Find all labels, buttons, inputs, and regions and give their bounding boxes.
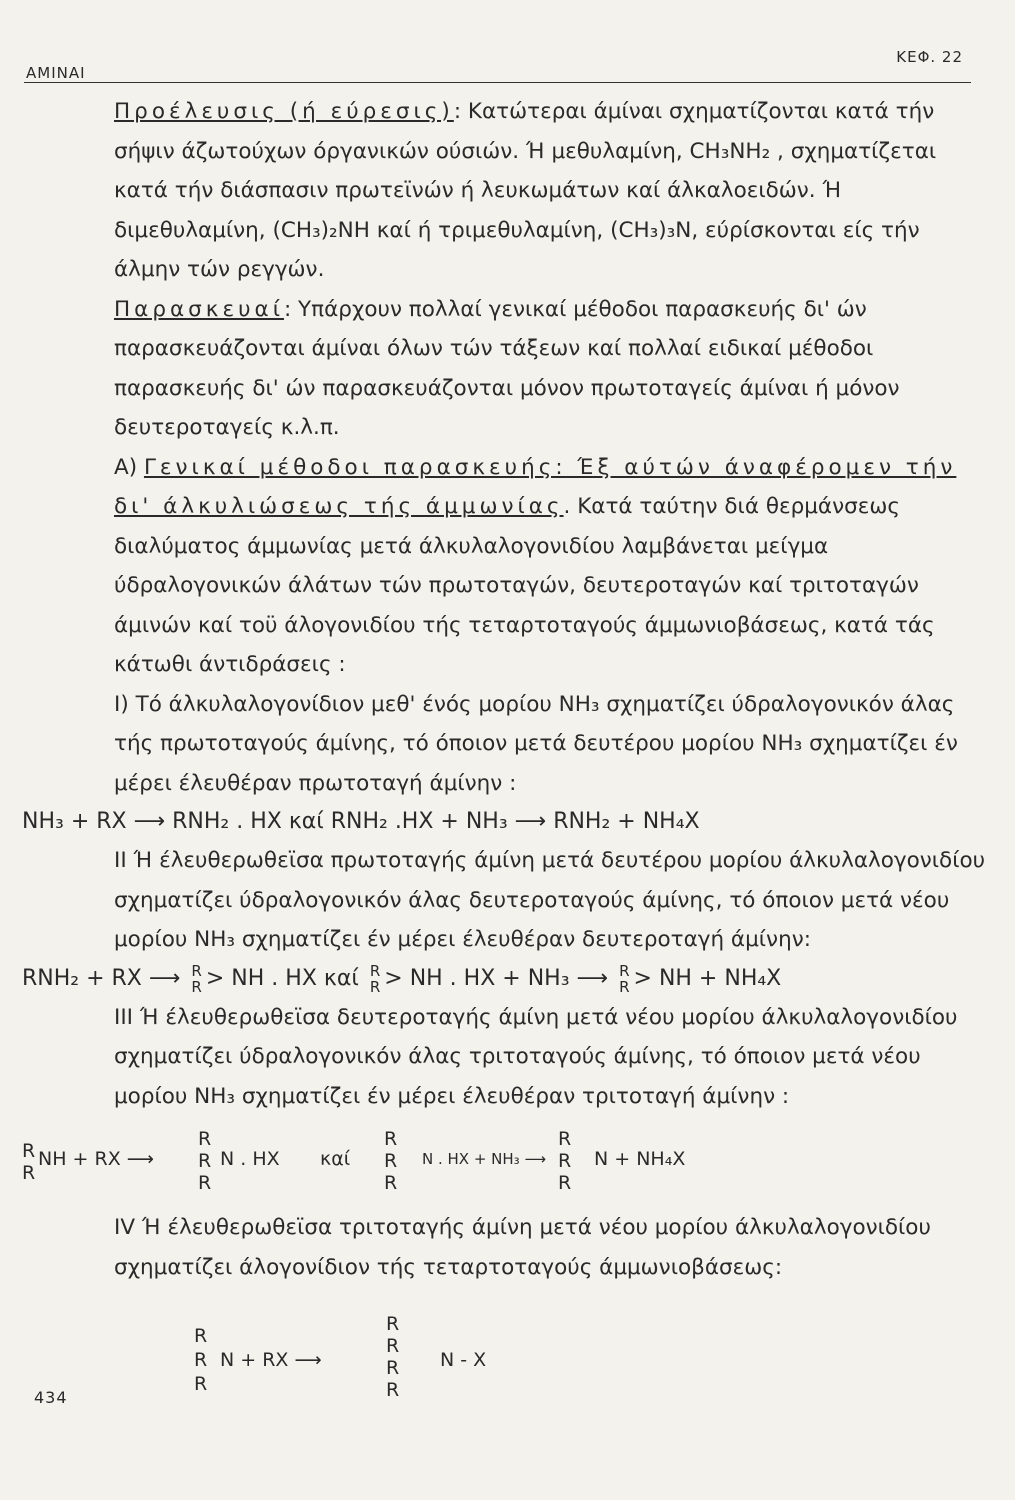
eq2-r: R — [369, 961, 381, 980]
paragraph-origin — [22, 92, 992, 290]
eq4-r: R — [194, 1325, 208, 1347]
eq3-left: NH + RX ⟶ — [38, 1148, 154, 1170]
eq3-product-2: N + NH₄X — [594, 1148, 686, 1170]
eq2-left: RNH₂ + RX ⟶ — [22, 965, 181, 991]
eq2-r: R — [619, 961, 630, 980]
eq2-bracket-3: > — [633, 965, 652, 991]
eq4-r: R — [194, 1373, 208, 1395]
equation-3 — [22, 1120, 992, 1194]
eq3-r: R — [384, 1172, 398, 1194]
section-prefix: Α) — [114, 454, 144, 480]
chapter-label: ΚΕΦ. 22 — [896, 48, 963, 66]
equation-2 — [22, 960, 992, 998]
eq3-r: R — [198, 1172, 212, 1194]
eq3-r: R — [558, 1150, 572, 1172]
eq2-r: R — [619, 977, 630, 996]
paragraph-step-3: III Ή έλευθερωθεϊσα δευτεροταγής άμίνη μετά νέου μορίου άλκυλαλογονιδίου σχηματίζει ύδραλογονικόν άλας τριτοταγούς άμίνης, τό όποιον μετά νέου μορίου NH₃ σχηματίζει έν μέρει έλευθέραν τριτοταγή άμίνην : — [114, 1004, 958, 1109]
eq2-substituents-2 — [370, 963, 380, 995]
eq4-r: R — [386, 1379, 400, 1401]
paragraph-step-2: II Ή έλευθερωθεϊσα πρωτοταγής άμίνη μετά δευτέρου μορίου άλκυλαλογονιδίου σχηματίζει ύδραλογονικόν άλας δευτεροταγούς άμίνης, τό όποιον μετά νέου μορίου NH₃ σχηματίζει έν μέρει έλευθέραν δευτεροταγή άμίνην: — [114, 848, 986, 952]
eq2-middle: NH . HX + NH₃ ⟶ — [409, 965, 609, 991]
heading-general-methods: Γενικαί μέθοδοι παρασκευής: Έξ αύτών άναφέρομεν τήν δι' άλκυλιώσεως τής άμμωνίας — [114, 454, 957, 519]
heading-origin: Προέλευσις (ή εύρεσις) — [114, 99, 454, 124]
eq3-product-1: N . HX — [220, 1148, 280, 1170]
eq3-r: R — [558, 1172, 572, 1194]
eq2-and: καί — [323, 965, 359, 991]
eq3-r: R — [558, 1128, 572, 1150]
paragraph-step-1: I) Τό άλκυλαλογονίδιον μεθ' ένός μορίου NH₃ σχηματίζει ύδραλογονικόν άλας τής πρωτοταγούς άμίνης, τό όποιον μετά δευτέρου μορίου NH₃ σχηματίζει έν μέρει έλευθέραν πρωτοταγή άμίνην : — [114, 691, 958, 796]
heading-preparation: Παρασκευαί — [114, 296, 284, 322]
eq4-r: R — [386, 1313, 400, 1335]
paragraph-step-4: IV Ή έλευθερωθεϊσα τριτοταγής άμίνη μετά νέου μορίου άλκυλαλογονιδίου σχηματίζει άλογονίδιον τής τεταρτοταγούς άμμωνιοβάσεως: — [114, 1215, 931, 1280]
eq2-substituents-3 — [619, 963, 629, 995]
eq2-bracket-2: > — [384, 965, 403, 991]
running-header-title: AMINAI — [26, 64, 86, 82]
eq4-r: R — [194, 1349, 208, 1371]
eq3-r: R — [384, 1150, 398, 1172]
eq4-r: R — [386, 1335, 400, 1357]
eq3-r: R — [22, 1140, 36, 1162]
paragraph-general-methods-text: . Κατά ταύτην διά θερμάνσεως διαλύματος άμμωνίας μετά άλκυλαλογονιδίου λαμβάνεται μείγμα ύδραλογονικών άλάτων τών πρωτοταγών, δευτεροταγών καί τριτοταγών άμινών καί τοϋ άλογονιδίου τής τεταρτοταγούς άμμωνιοβάσεως, κατά τάς κάτωθι άντιδράσεις : — [114, 494, 935, 677]
eq2-r: R — [191, 977, 202, 996]
eq2-r: R — [191, 961, 202, 980]
eq2-product-2: NH + NH₄X — [658, 965, 782, 991]
eq2-r: R — [369, 977, 381, 996]
paragraph-preparation-text: : Υπάρχουν πολλαί γενικαί μέθοδοι παρασκευής δι' ών παρασκευάζονται άμίναι όλων τών τάξεων καί πολλαί ειδικαί μέθοδοι παρασκευής δι' ών παρασκευάζονται μόνον πρωτοταγείς άμίναι ή μόνον δευτεροταγείς κ.λ.π. — [114, 296, 900, 440]
eq2-substituents-1 — [191, 963, 201, 995]
paragraph-origin-text: : Κατώτεραι άμίναι σχηματίζονται κατά τήν σήψιν άζωτούχων όργανικών ούσιών. Ή μεθυλαμίνη, CH₃NH₂ , σχηματίζεται κατά τήν διάσπασιν πρωτεϊνών ή λευκωμάτων καί άλκαλοειδών. Ή διμεθυλαμίνη, (CH₃)₂NH καί ή τριμεθυλαμίνη, (CH₃)₃N, εύρίσκονται είς τήν άλμην τών ρεγγών. — [114, 99, 937, 282]
eq3-middle: N . HX + NH₃ ⟶ — [422, 1150, 546, 1168]
eq4-r: R — [386, 1357, 400, 1379]
eq4-left: N + RX ⟶ — [220, 1349, 322, 1371]
eq3-and: καί — [320, 1148, 351, 1170]
eq3-r: R — [22, 1162, 36, 1184]
paragraph-general-methods — [22, 448, 992, 685]
eq3-r: R — [198, 1128, 212, 1150]
eq4-product: N - X — [440, 1349, 487, 1371]
header-rule — [24, 82, 971, 83]
eq2-bracket-1: > — [205, 965, 225, 991]
eq3-r: R — [198, 1150, 212, 1172]
equation-4 — [22, 1287, 992, 1407]
equation-1: NH₃ + RX ⟶ RNH₂ . HX καί RNH₂ .HX + NH₃ ⟶ RNH₂ + NH₄X — [22, 809, 700, 834]
paragraph-preparation — [22, 290, 992, 448]
body-text — [22, 92, 992, 1407]
eq3-r: R — [384, 1128, 398, 1150]
eq2-product-1: NH . HX — [231, 965, 317, 991]
page-number: 434 — [34, 1388, 68, 1407]
